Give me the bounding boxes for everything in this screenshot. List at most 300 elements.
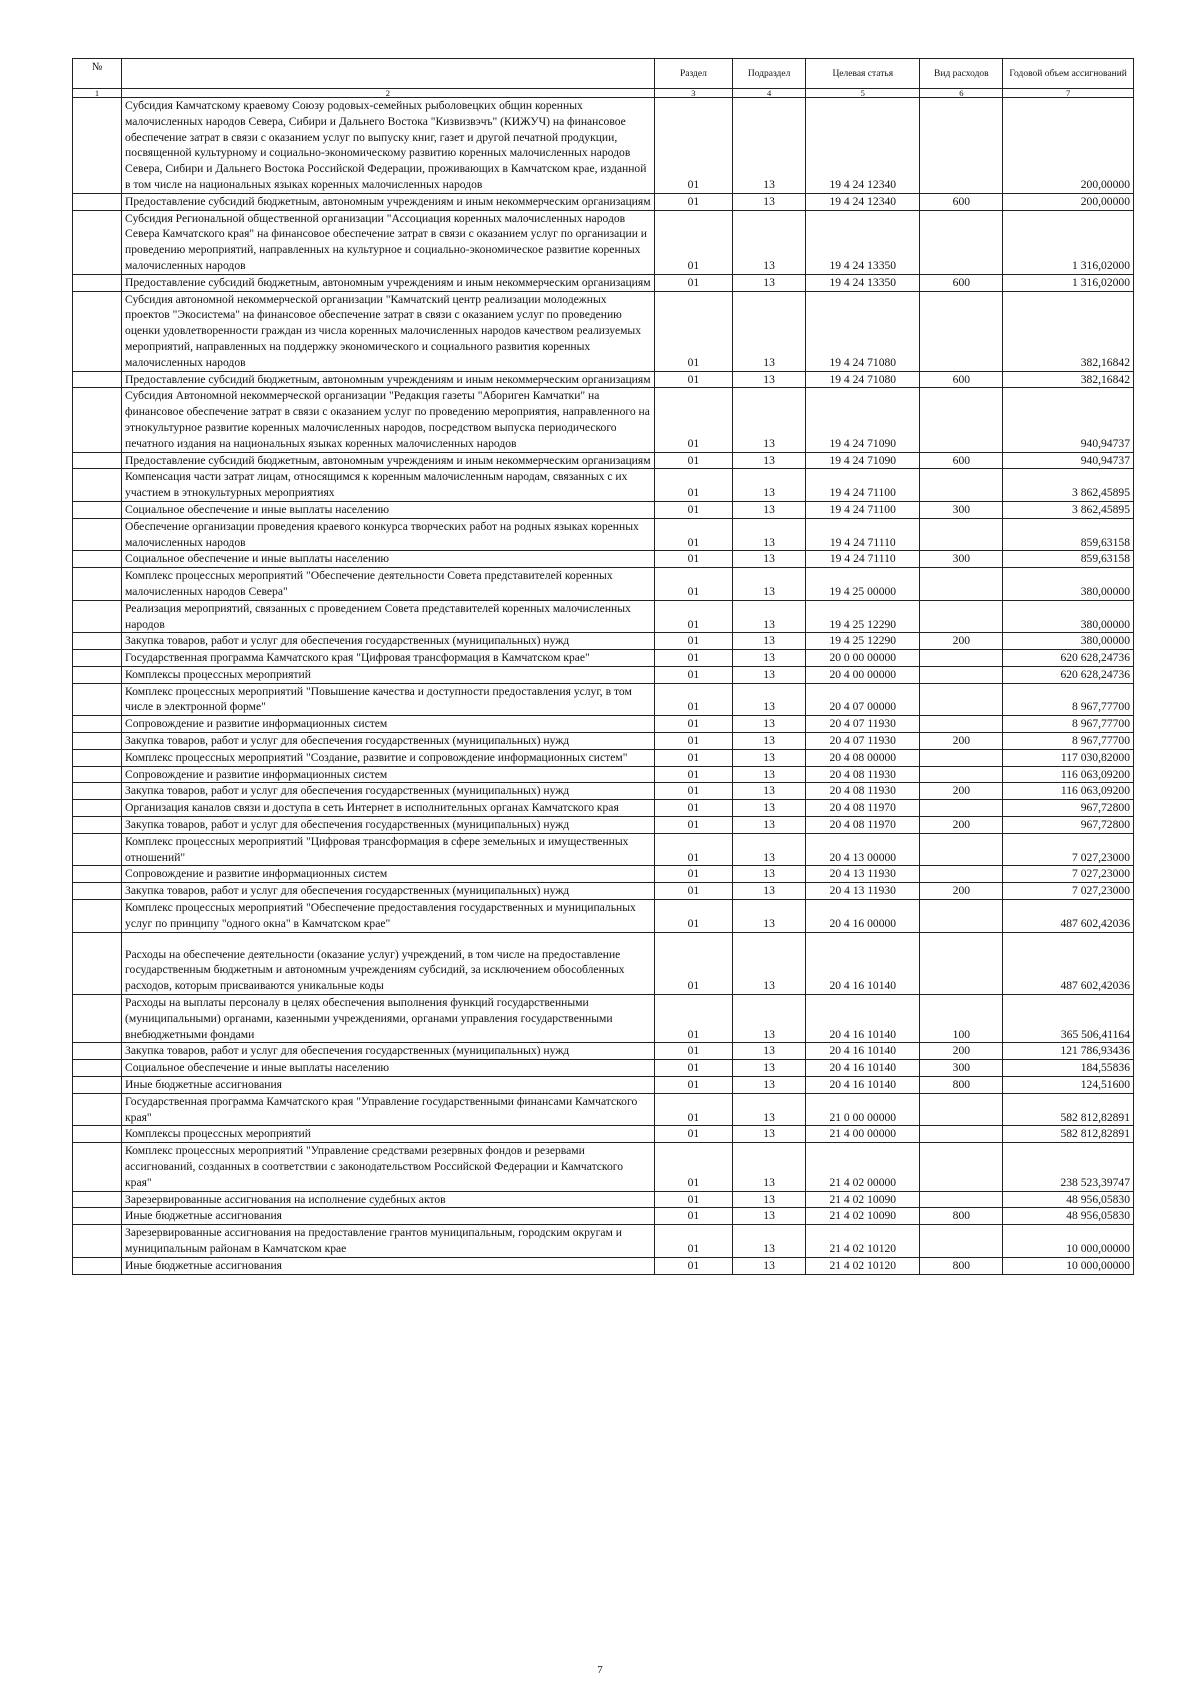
row-name-cell: Закупка товаров, работ и услуг для обеспечения государственных (муниципальных) нужд — [122, 783, 655, 800]
row-expense-type-cell — [920, 1143, 1003, 1191]
table-header — [73, 59, 1134, 89]
row-subsection-cell: 13 — [733, 716, 806, 733]
row-target-cell: 20 4 08 11970 — [806, 817, 920, 834]
row-subsection-cell: 13 — [733, 932, 806, 994]
table-row — [73, 1126, 1134, 1143]
row-subsection-cell: 13 — [733, 1191, 806, 1208]
row-expense-type-cell — [920, 932, 1003, 994]
row-expense-type-cell: 800 — [920, 1077, 1003, 1094]
row-target-cell: 20 4 13 00000 — [806, 833, 920, 866]
row-number-cell — [73, 833, 122, 866]
row-subsection-cell: 13 — [733, 1208, 806, 1225]
row-amount-cell: 380,00000 — [1003, 568, 1134, 601]
row-name-cell: Закупка товаров, работ и услуг для обеспечения государственных (муниципальных) нужд — [122, 883, 655, 900]
row-amount-cell: 200,00000 — [1003, 193, 1134, 210]
table-row — [73, 291, 1134, 371]
table-row — [73, 210, 1134, 274]
row-expense-type-cell: 200 — [920, 633, 1003, 650]
table-row — [73, 833, 1134, 866]
row-name-cell: Предоставление субсидий бюджетным, автономным учреждениям и иным некоммерческим организациям — [122, 193, 655, 210]
row-subsection-cell: 13 — [733, 551, 806, 568]
row-target-cell: 20 4 16 00000 — [806, 900, 920, 933]
table-row — [73, 633, 1134, 650]
row-name-cell: Субсидия Камчатскому краевому Союзу родовых-семейных рыболовецких общин коренных малочисленных народов Севера, Сибири и Дальнего Востока "Кизвизвэчъ" (КИЖУЧ) на финансовое обеспечение затрат в связи с оказанием услуг по выпуску книг, газет и другой печатной продукции, посвященной культурному и социально-экономическому развитию коренных малочисленных народов Севера, Сибири и Дальнего Востока Российской Федерации, проживающих в Камчатском крае, изданной в том числе на национальных языках коренных малочисленных народов — [122, 98, 655, 194]
row-subsection-cell: 13 — [733, 1143, 806, 1191]
row-expense-type-cell — [920, 568, 1003, 601]
table-row — [73, 1077, 1134, 1094]
budget-table — [72, 58, 1134, 1275]
row-section-cell: 01 — [654, 833, 732, 866]
row-target-cell: 19 4 25 12290 — [806, 600, 920, 633]
row-name-cell: Иные бюджетные ассигнования — [122, 1077, 655, 1094]
row-target-cell: 19 4 24 13350 — [806, 210, 920, 274]
row-expense-type-cell: 800 — [920, 1208, 1003, 1225]
row-subsection-cell: 13 — [733, 633, 806, 650]
column-number: 1 — [73, 89, 122, 98]
row-amount-cell: 380,00000 — [1003, 600, 1134, 633]
row-name-cell: Комплекс процессных мероприятий "Обеспечение деятельности Совета представителей коренных малочисленных народов Севера" — [122, 568, 655, 601]
row-amount-cell: 487 602,42036 — [1003, 932, 1134, 994]
row-number-cell — [73, 932, 122, 994]
row-section-cell: 01 — [654, 98, 732, 194]
table-row — [73, 1060, 1134, 1077]
row-amount-cell: 365 506,41164 — [1003, 995, 1134, 1043]
row-target-cell: 19 4 24 12340 — [806, 98, 920, 194]
column-number: 7 — [1003, 89, 1134, 98]
row-subsection-cell: 13 — [733, 1077, 806, 1094]
row-expense-type-cell — [920, 518, 1003, 551]
row-name-cell: Социальное обеспечение и иные выплаты населению — [122, 501, 655, 518]
row-number-cell — [73, 883, 122, 900]
row-amount-cell: 1 316,02000 — [1003, 210, 1134, 274]
row-subsection-cell: 13 — [733, 1126, 806, 1143]
row-number-cell — [73, 1043, 122, 1060]
row-expense-type-cell — [920, 388, 1003, 452]
row-amount-cell: 940,94737 — [1003, 452, 1134, 469]
row-amount-cell: 8 967,77700 — [1003, 733, 1134, 750]
row-expense-type-cell: 800 — [920, 1257, 1003, 1274]
document-page — [72, 58, 1134, 1275]
row-number-cell — [73, 1060, 122, 1077]
row-section-cell: 01 — [654, 866, 732, 883]
table-row — [73, 1225, 1134, 1258]
row-section-cell: 01 — [654, 469, 732, 502]
row-section-cell: 01 — [654, 1191, 732, 1208]
table-row — [73, 783, 1134, 800]
row-name-cell: Сопровождение и развитие информационных систем — [122, 866, 655, 883]
row-number-cell — [73, 1143, 122, 1191]
row-name-cell: Субсидия Автономной некоммерческой организации "Редакция газеты "Абориген Камчатки" на финансовое обеспечение затрат в связи с оказанием услуг по проведению мероприятия, направленного на этнокультурное развитие коренных малочисленных народов, посредством выпуска периодического печатного издания на национальных языках коренных малочисленных народов — [122, 388, 655, 452]
row-section-cell: 01 — [654, 766, 732, 783]
row-amount-cell: 382,16842 — [1003, 291, 1134, 371]
row-subsection-cell: 13 — [733, 900, 806, 933]
row-expense-type-cell — [920, 1126, 1003, 1143]
row-name-cell: Комплекс процессных мероприятий "Управление средствами резервных фондов и резервами ассигнований, созданных в соответствии с законодательством Российской Федерации и Камчатского края" — [122, 1143, 655, 1191]
row-name-cell: Государственная программа Камчатского края "Управление государственными финансами Камчатского края" — [122, 1093, 655, 1126]
row-amount-cell: 967,72800 — [1003, 817, 1134, 834]
row-name-cell: Комплекс процессных мероприятий "Обеспечение предоставления государственных и муниципальных услуг по принципу "одного окна" в Камчатском крае" — [122, 900, 655, 933]
column-number: 5 — [806, 89, 920, 98]
row-expense-type-cell: 200 — [920, 1043, 1003, 1060]
row-name-cell: Закупка товаров, работ и услуг для обеспечения государственных (муниципальных) нужд — [122, 817, 655, 834]
row-number-cell — [73, 866, 122, 883]
row-number-cell — [73, 568, 122, 601]
row-target-cell: 20 4 00 00000 — [806, 666, 920, 683]
row-expense-type-cell — [920, 800, 1003, 817]
row-name-cell: Предоставление субсидий бюджетным, автономным учреждениям и иным некоммерческим организациям — [122, 274, 655, 291]
row-section-cell: 01 — [654, 716, 732, 733]
row-expense-type-cell — [920, 1225, 1003, 1258]
row-number-cell — [73, 210, 122, 274]
row-amount-cell: 7 027,23000 — [1003, 833, 1134, 866]
row-section-cell: 01 — [654, 1257, 732, 1274]
row-number-cell — [73, 800, 122, 817]
table-row — [73, 1043, 1134, 1060]
row-expense-type-cell — [920, 469, 1003, 502]
row-name-cell: Комплекс процессных мероприятий "Цифровая трансформация в сфере земельных и имущественных отношений" — [122, 833, 655, 866]
row-name-cell: Иные бюджетные ассигнования — [122, 1257, 655, 1274]
row-subsection-cell: 13 — [733, 501, 806, 518]
row-name-cell: Субсидия автономной некоммерческой организации "Камчатский центр реализации молодежных проектов "Экосистема" на финансовое обеспечение затрат в связи с оказанием услуг по проведению оценки удовлетворенности граждан из числа коренных малочисленных народов качеством реализуемых мероприятий, направленных на поддержку экономического и социального развития коренных малочисленных народов — [122, 291, 655, 371]
row-target-cell: 21 4 02 00000 — [806, 1143, 920, 1191]
header-name — [122, 59, 655, 89]
row-section-cell: 01 — [654, 388, 732, 452]
table-row — [73, 1257, 1134, 1274]
row-target-cell: 19 4 24 71080 — [806, 291, 920, 371]
row-number-cell — [73, 995, 122, 1043]
row-amount-cell: 116 063,09200 — [1003, 783, 1134, 800]
table-row — [73, 866, 1134, 883]
row-amount-cell: 117 030,82000 — [1003, 749, 1134, 766]
row-name-cell: Закупка товаров, работ и услуг для обеспечения государственных (муниципальных) нужд — [122, 733, 655, 750]
row-expense-type-cell — [920, 716, 1003, 733]
row-number-cell — [73, 1191, 122, 1208]
row-target-cell: 19 4 24 71100 — [806, 469, 920, 502]
row-expense-type-cell: 600 — [920, 274, 1003, 291]
row-expense-type-cell — [920, 1191, 1003, 1208]
row-amount-cell: 582 812,82891 — [1003, 1093, 1134, 1126]
row-expense-type-cell: 200 — [920, 883, 1003, 900]
row-name-cell: Сопровождение и развитие информационных систем — [122, 716, 655, 733]
column-number: 6 — [920, 89, 1003, 98]
row-target-cell: 20 4 07 00000 — [806, 683, 920, 716]
row-section-cell: 01 — [654, 452, 732, 469]
row-name-cell: Сопровождение и развитие информационных систем — [122, 766, 655, 783]
row-target-cell: 19 4 24 71110 — [806, 518, 920, 551]
table-row — [73, 501, 1134, 518]
row-section-cell: 01 — [654, 633, 732, 650]
row-amount-cell: 8 967,77700 — [1003, 716, 1134, 733]
row-amount-cell: 7 027,23000 — [1003, 866, 1134, 883]
row-number-cell — [73, 1257, 122, 1274]
row-target-cell: 20 4 08 00000 — [806, 749, 920, 766]
row-name-cell: Иные бюджетные ассигнования — [122, 1208, 655, 1225]
table-row — [73, 469, 1134, 502]
header-target: Целевая статья — [806, 59, 920, 89]
table-row — [73, 716, 1134, 733]
row-number-cell — [73, 551, 122, 568]
row-amount-cell: 380,00000 — [1003, 633, 1134, 650]
row-subsection-cell: 13 — [733, 388, 806, 452]
row-amount-cell: 121 786,93436 — [1003, 1043, 1134, 1060]
row-number-cell — [73, 518, 122, 551]
row-subsection-cell: 13 — [733, 800, 806, 817]
row-amount-cell: 1 316,02000 — [1003, 274, 1134, 291]
row-target-cell: 20 4 16 10140 — [806, 1060, 920, 1077]
row-section-cell: 01 — [654, 501, 732, 518]
row-section-cell: 01 — [654, 193, 732, 210]
row-name-cell: Субсидия Региональной общественной организации "Ассоциация коренных малочисленных народов Севера Камчатского края" на финансовое обеспечение затрат в связи с оказанием услуг по организации и проведению мероприятий, направленных на культурное и социально-экономическое развитие коренных малочисленных народов — [122, 210, 655, 274]
row-name-cell: Закупка товаров, работ и услуг для обеспечения государственных (муниципальных) нужд — [122, 633, 655, 650]
row-name-cell: Компенсация части затрат лицам, относящимся к коренным малочисленным народам, связанных с их участием в этнокультурных мероприятиях — [122, 469, 655, 502]
row-target-cell: 21 4 02 10090 — [806, 1191, 920, 1208]
row-number-cell — [73, 650, 122, 667]
row-amount-cell: 10 000,00000 — [1003, 1257, 1134, 1274]
row-expense-type-cell: 300 — [920, 551, 1003, 568]
row-amount-cell: 967,72800 — [1003, 800, 1134, 817]
row-section-cell: 01 — [654, 1143, 732, 1191]
table-row — [73, 733, 1134, 750]
column-number: 3 — [654, 89, 732, 98]
row-amount-cell: 620 628,24736 — [1003, 650, 1134, 667]
row-expense-type-cell — [920, 98, 1003, 194]
row-expense-type-cell: 600 — [920, 371, 1003, 388]
row-subsection-cell: 13 — [733, 733, 806, 750]
table-row — [73, 274, 1134, 291]
row-subsection-cell: 13 — [733, 650, 806, 667]
row-expense-type-cell — [920, 749, 1003, 766]
table-row — [73, 1143, 1134, 1191]
row-number-cell — [73, 193, 122, 210]
row-amount-cell: 238 523,39747 — [1003, 1143, 1134, 1191]
row-subsection-cell: 13 — [733, 995, 806, 1043]
row-name-cell: Социальное обеспечение и иные выплаты населению — [122, 551, 655, 568]
row-subsection-cell: 13 — [733, 600, 806, 633]
row-number-cell — [73, 1077, 122, 1094]
table-row — [73, 568, 1134, 601]
row-subsection-cell: 13 — [733, 783, 806, 800]
row-subsection-cell: 13 — [733, 193, 806, 210]
row-number-cell — [73, 98, 122, 194]
row-section-cell: 01 — [654, 995, 732, 1043]
row-amount-cell: 124,51600 — [1003, 1077, 1134, 1094]
row-amount-cell: 940,94737 — [1003, 388, 1134, 452]
table-row — [73, 995, 1134, 1043]
row-expense-type-cell — [920, 866, 1003, 883]
row-number-cell — [73, 600, 122, 633]
table-row — [73, 452, 1134, 469]
row-section-cell: 01 — [654, 883, 732, 900]
row-section-cell: 01 — [654, 551, 732, 568]
row-name-cell: Предоставление субсидий бюджетным, автономным учреждениям и иным некоммерческим организациям — [122, 371, 655, 388]
row-number-cell — [73, 817, 122, 834]
row-subsection-cell: 13 — [733, 883, 806, 900]
row-section-cell: 01 — [654, 817, 732, 834]
row-target-cell: 19 4 25 12290 — [806, 633, 920, 650]
row-number-cell — [73, 388, 122, 452]
row-target-cell: 20 4 16 10140 — [806, 932, 920, 994]
row-section-cell: 01 — [654, 900, 732, 933]
row-subsection-cell: 13 — [733, 1225, 806, 1258]
row-section-cell: 01 — [654, 1225, 732, 1258]
row-target-cell: 20 4 08 11930 — [806, 783, 920, 800]
row-expense-type-cell — [920, 1093, 1003, 1126]
row-subsection-cell: 13 — [733, 666, 806, 683]
row-name-cell: Закупка товаров, работ и услуг для обеспечения государственных (муниципальных) нужд — [122, 1043, 655, 1060]
column-number: 2 — [122, 89, 655, 98]
row-amount-cell: 116 063,09200 — [1003, 766, 1134, 783]
row-subsection-cell: 13 — [733, 210, 806, 274]
table-row — [73, 1191, 1134, 1208]
header-subsection: Подраздел — [733, 59, 806, 89]
row-number-cell — [73, 469, 122, 502]
row-subsection-cell: 13 — [733, 1043, 806, 1060]
table-row — [73, 932, 1134, 994]
row-target-cell: 20 4 13 11930 — [806, 883, 920, 900]
table-row — [73, 749, 1134, 766]
row-section-cell: 01 — [654, 800, 732, 817]
row-target-cell: 21 0 00 00000 — [806, 1093, 920, 1126]
row-section-cell: 01 — [654, 650, 732, 667]
table-row — [73, 388, 1134, 452]
row-name-cell: Комплекс процессных мероприятий "Повышение качества и доступности предоставления услуг, в том числе в электронной форме" — [122, 683, 655, 716]
row-number-cell — [73, 501, 122, 518]
row-number-cell — [73, 633, 122, 650]
row-subsection-cell: 13 — [733, 1257, 806, 1274]
row-number-cell — [73, 733, 122, 750]
row-section-cell: 01 — [654, 749, 732, 766]
row-number-cell — [73, 1208, 122, 1225]
row-expense-type-cell: 200 — [920, 783, 1003, 800]
row-section-cell: 01 — [654, 1126, 732, 1143]
row-target-cell: 20 0 00 00000 — [806, 650, 920, 667]
row-expense-type-cell — [920, 900, 1003, 933]
row-expense-type-cell: 600 — [920, 193, 1003, 210]
row-number-cell — [73, 1126, 122, 1143]
row-expense-type-cell — [920, 210, 1003, 274]
row-target-cell: 19 4 24 71090 — [806, 452, 920, 469]
row-target-cell: 20 4 07 11930 — [806, 716, 920, 733]
row-section-cell: 01 — [654, 1208, 732, 1225]
row-expense-type-cell: 300 — [920, 1060, 1003, 1077]
row-section-cell: 01 — [654, 666, 732, 683]
table-row — [73, 518, 1134, 551]
row-target-cell: 20 4 08 11930 — [806, 766, 920, 783]
row-amount-cell: 184,55836 — [1003, 1060, 1134, 1077]
row-target-cell: 20 4 16 10140 — [806, 995, 920, 1043]
header-section: Раздел — [654, 59, 732, 89]
table-body — [73, 98, 1134, 1275]
table-row — [73, 1208, 1134, 1225]
row-subsection-cell: 13 — [733, 833, 806, 866]
row-target-cell: 20 4 16 10140 — [806, 1043, 920, 1060]
table-row — [73, 900, 1134, 933]
column-numbers-row — [73, 89, 1134, 98]
row-amount-cell: 200,00000 — [1003, 98, 1134, 194]
row-target-cell: 20 4 08 11970 — [806, 800, 920, 817]
row-section-cell: 01 — [654, 600, 732, 633]
table-row — [73, 551, 1134, 568]
row-section-cell: 01 — [654, 1060, 732, 1077]
row-target-cell: 19 4 24 12340 — [806, 193, 920, 210]
row-expense-type-cell: 100 — [920, 995, 1003, 1043]
row-number-cell — [73, 274, 122, 291]
row-target-cell: 19 4 24 71110 — [806, 551, 920, 568]
row-section-cell: 01 — [654, 932, 732, 994]
row-target-cell: 21 4 00 00000 — [806, 1126, 920, 1143]
row-subsection-cell: 13 — [733, 274, 806, 291]
header-amount: Годовой объем ассигнований — [1003, 59, 1134, 89]
row-expense-type-cell: 600 — [920, 452, 1003, 469]
row-target-cell: 21 4 02 10090 — [806, 1208, 920, 1225]
row-subsection-cell: 13 — [733, 568, 806, 601]
row-subsection-cell: 13 — [733, 291, 806, 371]
row-subsection-cell: 13 — [733, 469, 806, 502]
row-number-cell — [73, 1093, 122, 1126]
table-row — [73, 371, 1134, 388]
row-target-cell: 19 4 24 71080 — [806, 371, 920, 388]
row-section-cell: 01 — [654, 1077, 732, 1094]
table-row — [73, 98, 1134, 194]
row-amount-cell: 10 000,00000 — [1003, 1225, 1134, 1258]
row-name-cell: Зарезервированные ассигнования на исполнение судебных актов — [122, 1191, 655, 1208]
table-row — [73, 600, 1134, 633]
row-number-cell — [73, 371, 122, 388]
row-target-cell: 19 4 24 13350 — [806, 274, 920, 291]
table-row — [73, 650, 1134, 667]
row-number-cell — [73, 1225, 122, 1258]
row-section-cell: 01 — [654, 1093, 732, 1126]
row-name-cell: Расходы на обеспечение деятельности (оказание услуг) учреждений, в том числе на предоставление государственным бюджетным и автономным учреждениям субсидий, за исключением обособленных расходов, которым присваиваются уникальные коды — [122, 932, 655, 994]
row-amount-cell: 3 862,45895 — [1003, 469, 1134, 502]
row-target-cell: 21 4 02 10120 — [806, 1257, 920, 1274]
row-subsection-cell: 13 — [733, 749, 806, 766]
row-subsection-cell: 13 — [733, 371, 806, 388]
row-number-cell — [73, 716, 122, 733]
row-amount-cell: 859,63158 — [1003, 551, 1134, 568]
row-amount-cell: 859,63158 — [1003, 518, 1134, 551]
row-amount-cell: 3 862,45895 — [1003, 501, 1134, 518]
table-row — [73, 800, 1134, 817]
row-expense-type-cell — [920, 766, 1003, 783]
row-target-cell: 20 4 07 11930 — [806, 733, 920, 750]
row-section-cell: 01 — [654, 210, 732, 274]
row-expense-type-cell — [920, 666, 1003, 683]
row-subsection-cell: 13 — [733, 683, 806, 716]
row-number-cell — [73, 666, 122, 683]
row-number-cell — [73, 452, 122, 469]
row-name-cell: Предоставление субсидий бюджетным, автономным учреждениям и иным некоммерческим организациям — [122, 452, 655, 469]
table-row — [73, 883, 1134, 900]
table-row — [73, 817, 1134, 834]
row-subsection-cell: 13 — [733, 1060, 806, 1077]
row-name-cell: Обеспечение организации проведения краевого конкурса творческих работ на родных языках коренных малочисленных народов — [122, 518, 655, 551]
row-number-cell — [73, 683, 122, 716]
row-target-cell: 19 4 25 00000 — [806, 568, 920, 601]
row-name-cell: Организация каналов связи и доступа в сеть Интернет в исполнительных органах Камчатского края — [122, 800, 655, 817]
row-amount-cell: 7 027,23000 — [1003, 883, 1134, 900]
row-amount-cell: 582 812,82891 — [1003, 1126, 1134, 1143]
row-expense-type-cell — [920, 650, 1003, 667]
row-number-cell — [73, 900, 122, 933]
header-expense-type: Вид расходов — [920, 59, 1003, 89]
row-target-cell: 19 4 24 71090 — [806, 388, 920, 452]
row-section-cell: 01 — [654, 518, 732, 551]
row-amount-cell: 8 967,77700 — [1003, 683, 1134, 716]
row-name-cell: Расходы на выплаты персоналу в целях обеспечения выполнения функций государственными (муниципальными) органами, казенными учреждениями, органами управления государственными внебюджетными фондами — [122, 995, 655, 1043]
row-subsection-cell: 13 — [733, 817, 806, 834]
row-target-cell: 21 4 02 10120 — [806, 1225, 920, 1258]
